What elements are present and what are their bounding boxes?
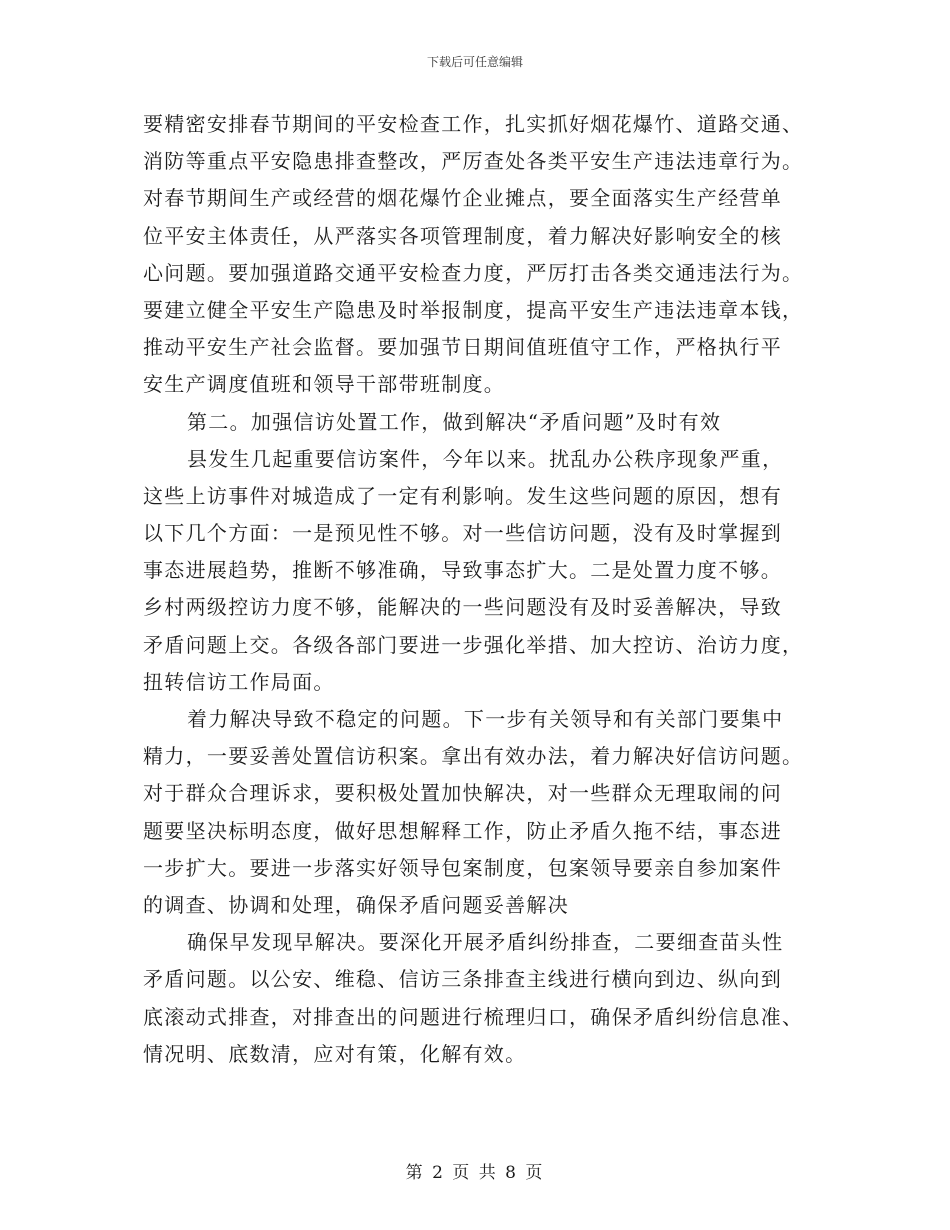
text-line: 这些上访事件对城造成了一定有利影响。发生这些问题的原因，想有 bbox=[143, 483, 782, 508]
text-line: 心问题。要加强道路交通平安检查力度，严厉打击各类交通违法行为。 bbox=[143, 260, 804, 285]
document-body bbox=[143, 106, 808, 1073]
text-line: 安生产调度值班和领导干部带班制度。 bbox=[143, 372, 506, 397]
text-line: 要精密安排春节期间的平安检查工作，扎实抓好烟花爆竹、道路交通、 bbox=[143, 112, 804, 136]
text-line: 题要坚决标明态度，做好思想解释工作，防止矛盾久拖不结，事态进 bbox=[143, 818, 782, 843]
text-line: 底滚动式排查，对排查出的问题进行梳理归口，确保矛盾纠纷信息准、 bbox=[143, 1004, 804, 1029]
text-line: 确保早发现早解决。要深化开展矛盾纠纷排查，二要细查苗头性 bbox=[187, 930, 784, 955]
text-line: 一步扩大。要进一步落实好领导包案制度，包案领导要亲自参加案件 bbox=[143, 855, 782, 880]
text-line: 位平安主体责任，从严落实各项管理制度，着力解决好影响安全的核 bbox=[143, 223, 782, 248]
text-line: 消防等重点平安隐患排查整改，严厉查处各类平安生产违法违章行为。 bbox=[143, 149, 804, 174]
text-line: 事态进展趋势，推断不够准确，导致事态扩大。二是处置力度不够。 bbox=[143, 558, 782, 583]
text-line: 乡村两级控访力度不够，能解决的一些问题没有及时妥善解决，导致 bbox=[143, 595, 782, 620]
text-line: 要建立健全平安生产隐患及时举报制度，提高平安生产违法违章本钱， bbox=[143, 297, 804, 322]
text-line: 情况明、底数清，应对有策，化解有效。 bbox=[143, 1041, 527, 1066]
text-line: 推动平安生产社会监督。要加强节日期间值班值守工作，严格执行平 bbox=[143, 335, 782, 360]
section-heading: 第二。加强信访处置工作，做到解决“矛盾问题”及时有效 bbox=[187, 409, 722, 434]
text-line: 对于群众合理诉求，要积极处置加快解决，对一些群众无理取闹的问 bbox=[143, 781, 782, 806]
text-line: 矛盾问题上交。各级各部门要进一步强化举措、加大控访、治访力度， bbox=[143, 632, 804, 657]
page-header: 下载后可任意编辑 bbox=[426, 55, 523, 69]
text-line: 以下几个方面：一是预见性不够。对一些信访问题，没有及时掌握到 bbox=[143, 521, 782, 546]
text-line: 着力解决导致不稳定的问题。下一步有关领导和有关部门要集中 bbox=[187, 707, 784, 731]
text-line: 精力，一要妥善处置信访积案。拿出有效办法，着力解决好信访问题。 bbox=[143, 744, 804, 769]
text-line: 的调查、协调和处理，确保矛盾问题妥善解决 bbox=[143, 892, 569, 917]
text-line: 县发生几起重要信访案件，今年以来。扰乱办公秩序现象严重， bbox=[187, 446, 784, 471]
text-line: 扭转信访工作局面。 bbox=[143, 669, 335, 694]
text-line: 矛盾问题。以公安、维稳、信访三条排查主线进行横向到边、纵向到 bbox=[143, 967, 782, 992]
text-line: 对春节期间生产或经营的烟花爆竹企业摊点，要全面落实生产经营单 bbox=[143, 186, 782, 211]
page-number-footer: 第 2 页 共 8 页 bbox=[405, 1163, 545, 1183]
